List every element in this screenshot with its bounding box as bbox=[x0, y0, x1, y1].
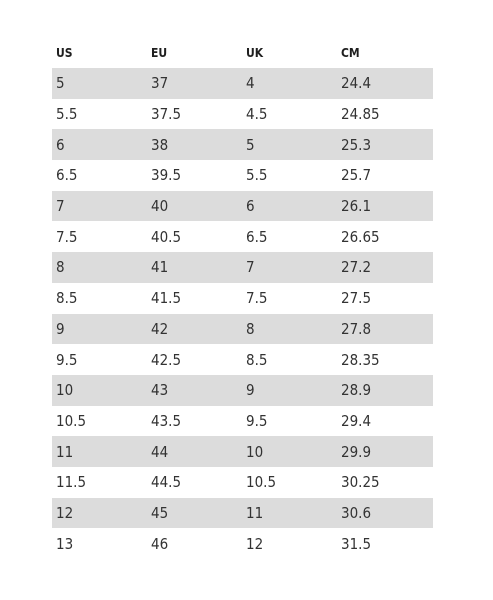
table-row bbox=[52, 68, 433, 99]
cell-us: 5 bbox=[52, 68, 147, 99]
cell-uk: 12 bbox=[246, 534, 264, 553]
cell-uk: 9.5 bbox=[246, 411, 268, 430]
cell-eu: 42.5 bbox=[151, 350, 182, 369]
table-row bbox=[52, 221, 433, 252]
cell-uk: 4.5 bbox=[246, 105, 268, 124]
cell-us: 7 bbox=[52, 191, 147, 222]
cell-us: 10.5 bbox=[56, 411, 87, 430]
cell-eu: 43 bbox=[147, 375, 242, 406]
cell-us: 8 bbox=[52, 252, 147, 283]
header-us: US bbox=[56, 46, 73, 60]
header-cm: CM bbox=[341, 46, 360, 60]
table-row bbox=[52, 406, 433, 437]
cell-uk: 6 bbox=[242, 191, 337, 222]
cell-cm: 30.25 bbox=[341, 473, 380, 492]
cell-cm: 25.3 bbox=[337, 129, 433, 160]
table-row bbox=[52, 283, 433, 314]
cell-cm: 30.6 bbox=[337, 498, 433, 529]
cell-eu: 38 bbox=[147, 129, 242, 160]
cell-eu: 43.5 bbox=[151, 411, 182, 430]
cell-eu: 41 bbox=[147, 252, 242, 283]
cell-uk: 8 bbox=[242, 314, 337, 345]
cell-us: 11 bbox=[52, 436, 147, 467]
table-row bbox=[52, 498, 433, 529]
cell-uk: 9 bbox=[242, 375, 337, 406]
size-chart-table bbox=[52, 38, 433, 559]
cell-uk: 5 bbox=[242, 129, 337, 160]
cell-cm: 27.2 bbox=[337, 252, 433, 283]
cell-eu: 44.5 bbox=[151, 473, 182, 492]
cell-cm: 29.4 bbox=[341, 411, 372, 430]
cell-cm: 24.4 bbox=[337, 68, 433, 99]
table-row bbox=[52, 467, 433, 498]
cell-us: 13 bbox=[56, 534, 74, 553]
table-row bbox=[52, 314, 433, 345]
cell-cm: 26.65 bbox=[341, 227, 380, 246]
cell-uk: 5.5 bbox=[246, 166, 268, 185]
cell-us: 11.5 bbox=[56, 473, 87, 492]
cell-cm: 28.9 bbox=[337, 375, 433, 406]
table-row bbox=[52, 528, 433, 559]
cell-us: 8.5 bbox=[56, 289, 78, 308]
cell-us: 12 bbox=[52, 498, 147, 529]
header-row bbox=[52, 38, 433, 68]
cell-cm: 31.5 bbox=[341, 534, 372, 553]
size-rows bbox=[52, 68, 433, 559]
cell-eu: 39.5 bbox=[151, 166, 182, 185]
table-row bbox=[52, 375, 433, 406]
cell-cm: 28.35 bbox=[341, 350, 380, 369]
cell-eu: 37.5 bbox=[151, 105, 182, 124]
cell-uk: 7.5 bbox=[246, 289, 268, 308]
cell-cm: 27.5 bbox=[341, 289, 372, 308]
cell-us: 10 bbox=[52, 375, 147, 406]
cell-cm: 27.8 bbox=[337, 314, 433, 345]
cell-eu: 44 bbox=[147, 436, 242, 467]
cell-uk: 6.5 bbox=[246, 227, 268, 246]
header-uk: UK bbox=[246, 46, 264, 60]
table-row bbox=[52, 129, 433, 160]
cell-eu: 45 bbox=[147, 498, 242, 529]
cell-us: 7.5 bbox=[56, 227, 78, 246]
cell-uk: 4 bbox=[242, 68, 337, 99]
cell-eu: 40.5 bbox=[151, 227, 182, 246]
cell-us: 9.5 bbox=[56, 350, 78, 369]
cell-cm: 26.1 bbox=[337, 191, 433, 222]
table-row bbox=[52, 344, 433, 375]
cell-cm: 25.7 bbox=[341, 166, 372, 185]
cell-uk: 7 bbox=[242, 252, 337, 283]
header-eu: EU bbox=[151, 46, 168, 60]
cell-eu: 37 bbox=[147, 68, 242, 99]
cell-eu: 40 bbox=[147, 191, 242, 222]
cell-cm: 24.85 bbox=[341, 105, 380, 124]
cell-eu: 42 bbox=[147, 314, 242, 345]
table-row bbox=[52, 191, 433, 222]
cell-eu: 46 bbox=[151, 534, 169, 553]
cell-eu: 41.5 bbox=[151, 289, 182, 308]
table-row bbox=[52, 436, 433, 467]
table-row bbox=[52, 252, 433, 283]
cell-uk: 8.5 bbox=[246, 350, 268, 369]
cell-cm: 29.9 bbox=[337, 436, 433, 467]
cell-us: 6 bbox=[52, 129, 147, 160]
cell-uk: 10 bbox=[242, 436, 337, 467]
cell-us: 6.5 bbox=[56, 166, 78, 185]
table-row bbox=[52, 99, 433, 130]
cell-uk: 10.5 bbox=[246, 473, 277, 492]
cell-us: 5.5 bbox=[56, 105, 78, 124]
cell-uk: 11 bbox=[242, 498, 337, 529]
cell-us: 9 bbox=[52, 314, 147, 345]
table-row bbox=[52, 160, 433, 191]
